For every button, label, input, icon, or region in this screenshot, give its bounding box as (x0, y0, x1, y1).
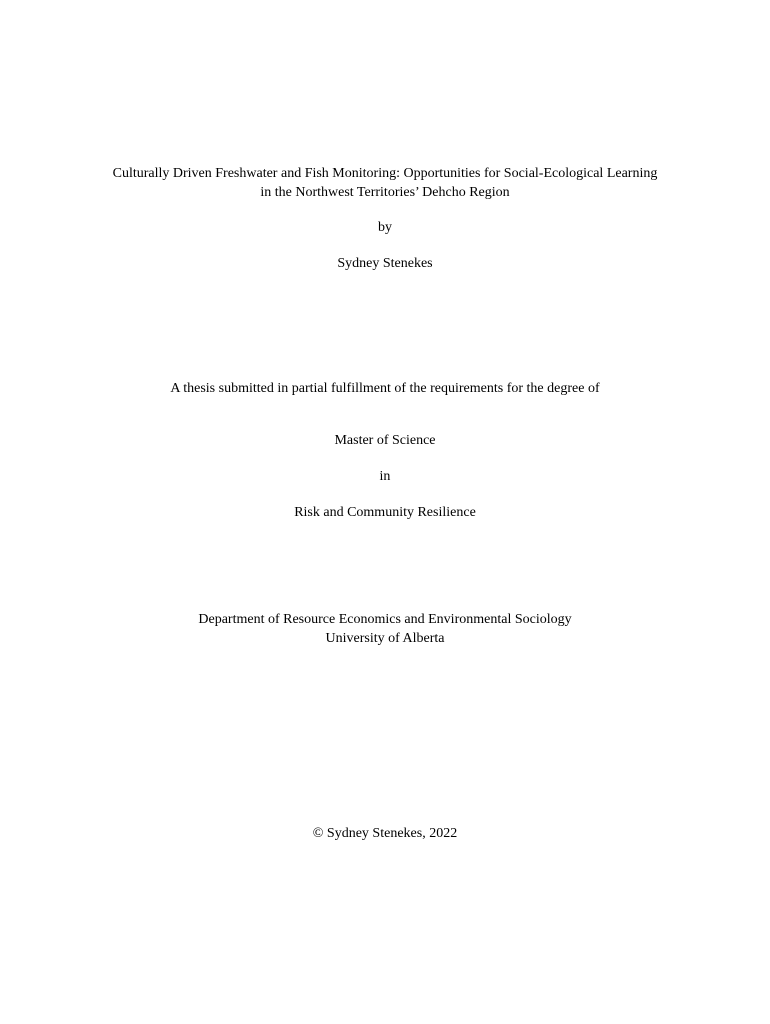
department-name: Department of Resource Economics and Environmental Sociology (198, 612, 572, 627)
university-name: University of Alberta (325, 631, 445, 646)
thesis-title-line-1: Culturally Driven Freshwater and Fish Monitoring: Opportunities for Social-Ecological Learning (112, 166, 658, 181)
by-text: by (378, 220, 392, 235)
author-name: Sydney Stenekes (337, 256, 433, 271)
copyright-notice: © Sydney Stenekes, 2022 (312, 826, 458, 841)
thesis-statement: A thesis submitted in partial fulfillment of the requirements for the degree of (170, 381, 600, 396)
in-text: in (379, 469, 391, 484)
degree-name: Master of Science (334, 433, 436, 448)
thesis-title-line-2: in the Northwest Territories’ Dehcho Region (260, 185, 510, 200)
program-name: Risk and Community Resilience (294, 505, 476, 520)
